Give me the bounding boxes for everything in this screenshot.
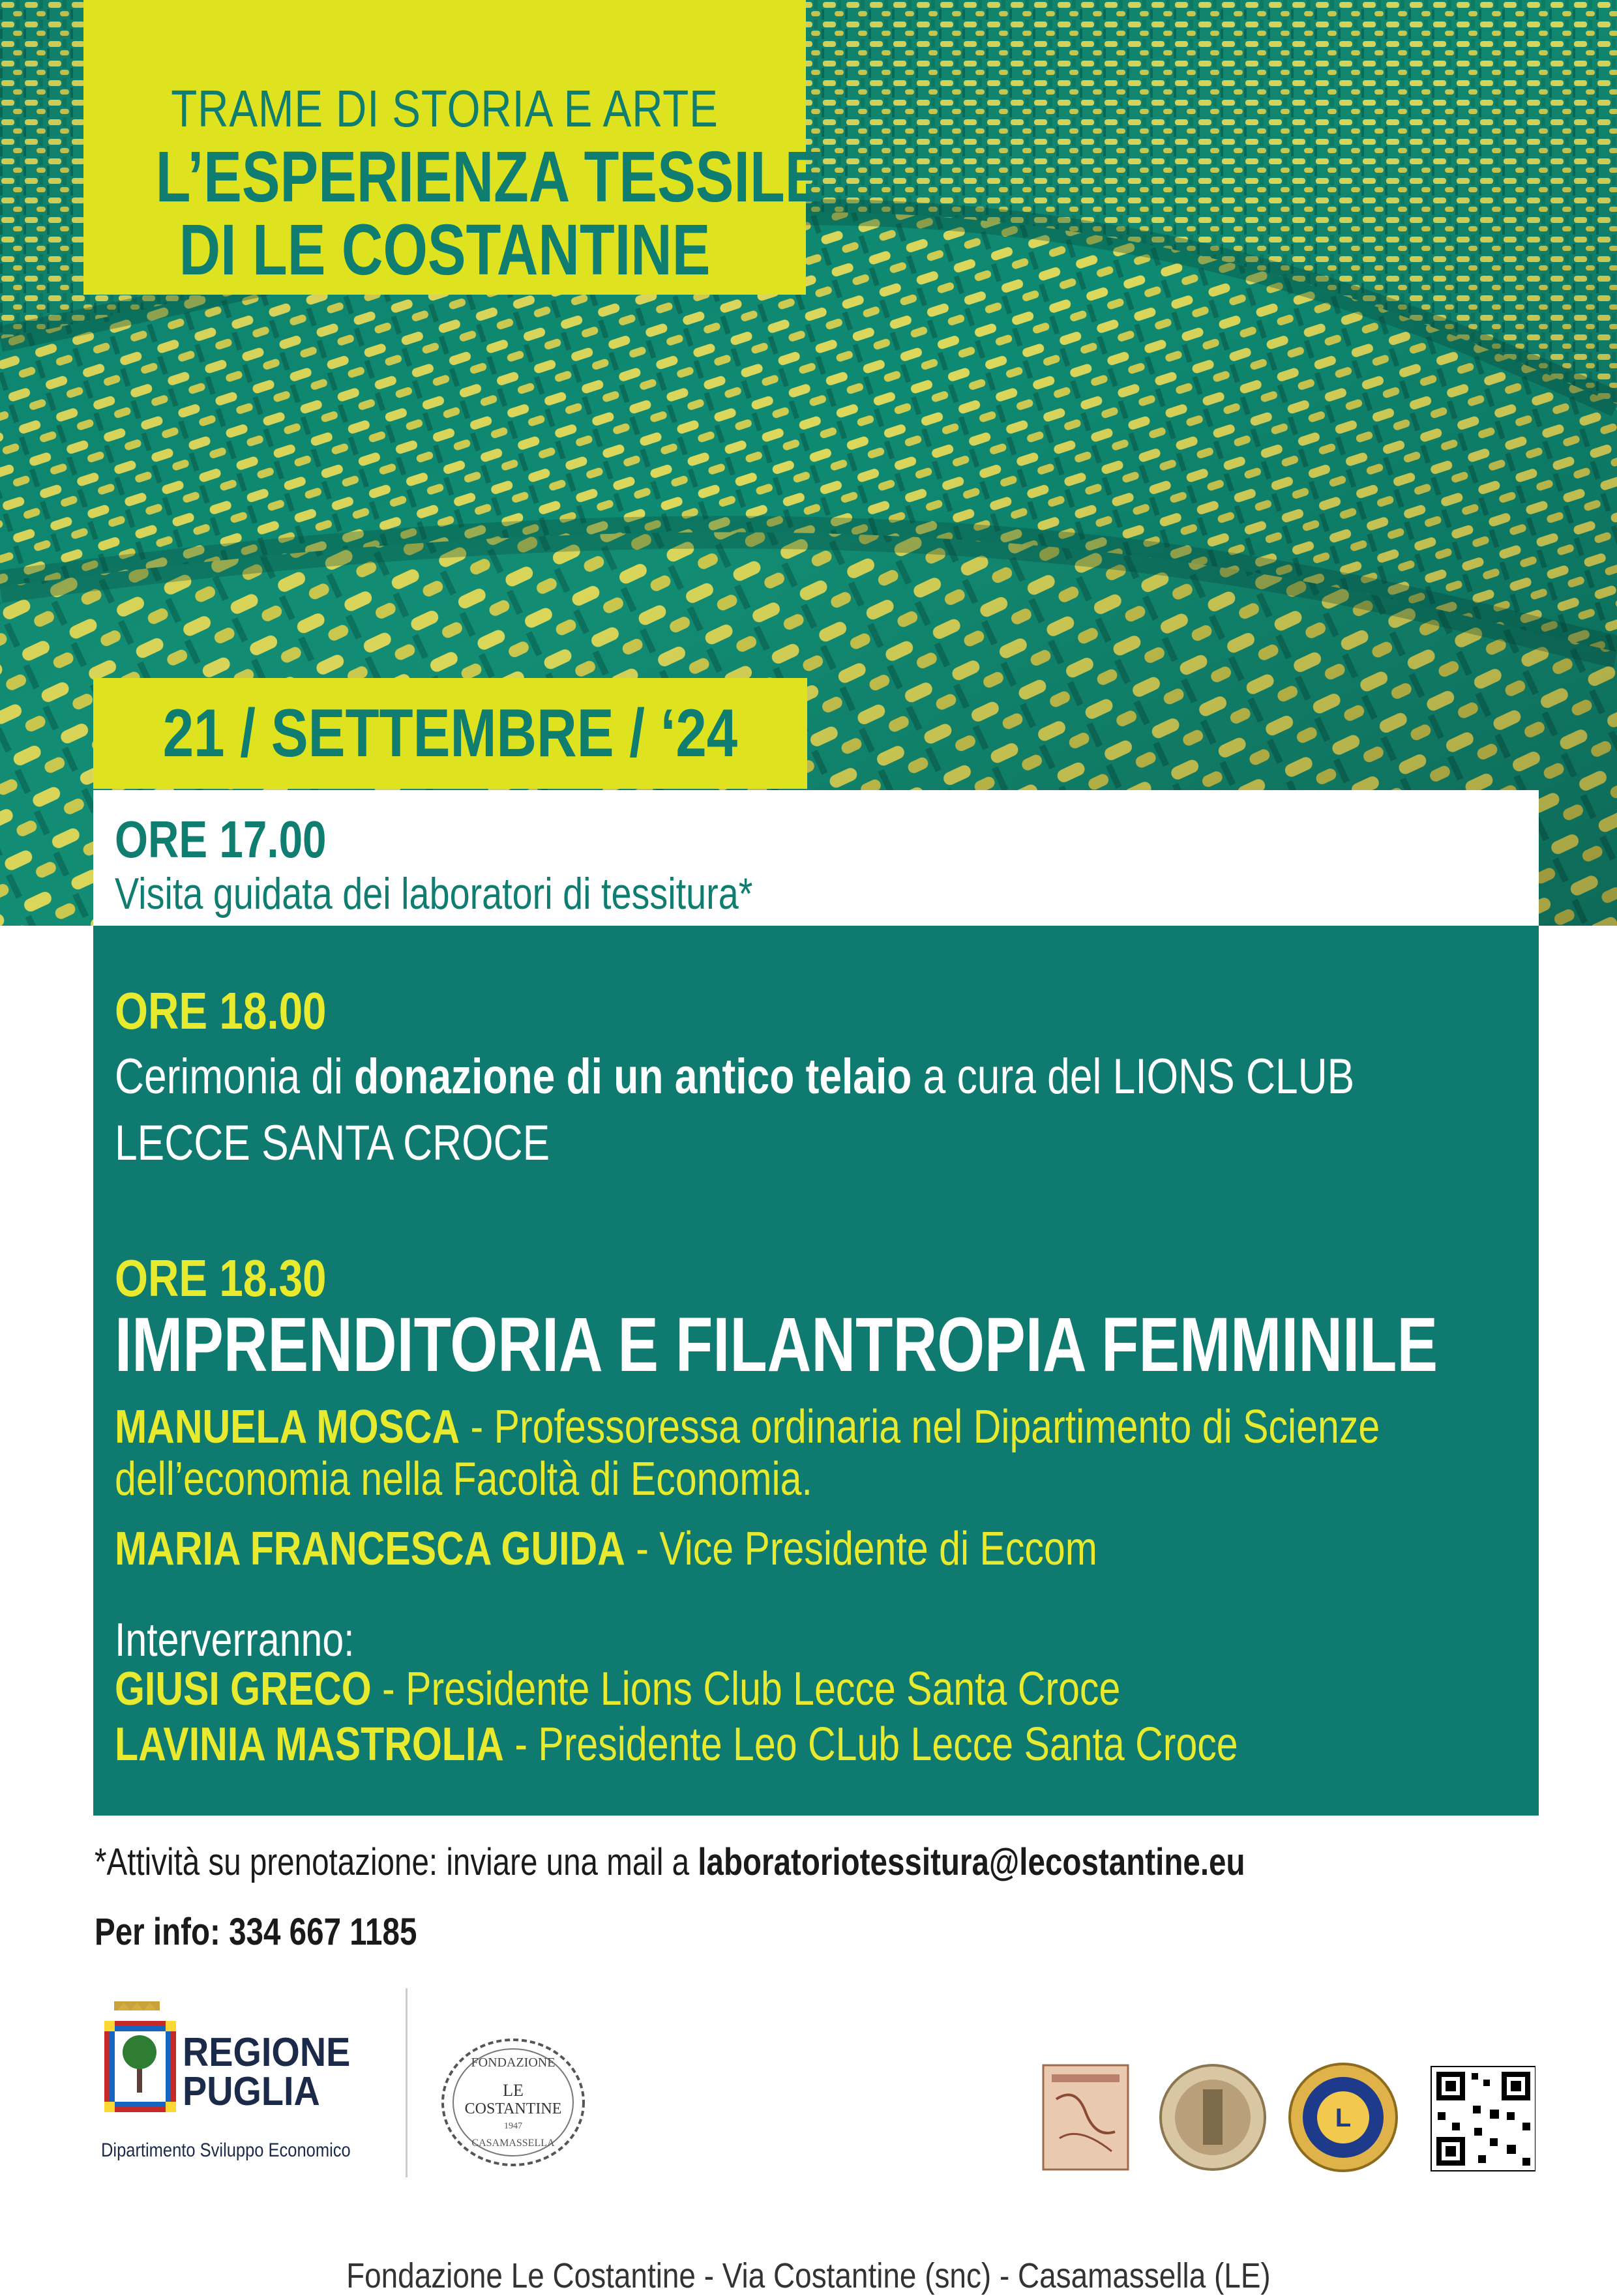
intervention-1-role: - Presidente Lions Club Lecce Santa Croce bbox=[371, 1663, 1121, 1715]
partner-logos bbox=[1040, 2060, 1535, 2181]
title-line-2: L’ESPERIENZA TESSILE bbox=[155, 137, 823, 217]
event-date bbox=[93, 678, 807, 789]
program-panel bbox=[93, 926, 1539, 1816]
speaker-1-name: MANUELA MOSCA bbox=[115, 1401, 460, 1453]
info-phone: Per info: 334 667 1185 bbox=[95, 1911, 417, 1953]
lions-club-logo-icon bbox=[1290, 2064, 1397, 2171]
title-line-1: TRAME DI STORIA E ARTE bbox=[171, 80, 719, 138]
logo-divider bbox=[406, 1988, 408, 2177]
partner-logos-graphic bbox=[1040, 2060, 1535, 2177]
ore-1830-time: ORE 18.30 bbox=[115, 1249, 327, 1307]
ore-18-time: ORE 18.00 bbox=[115, 982, 327, 1040]
foundation-address-text: Fondazione Le Costantine - Via Costantine (snc) - Casamassella (LE) bbox=[346, 2256, 1271, 2295]
program-ore-17 bbox=[93, 790, 1539, 926]
fondazione-seal-icon bbox=[438, 2034, 588, 2171]
regione-department: Dipartimento Sviluppo Economico bbox=[101, 2140, 351, 2161]
reservation-note-text: *Attività su prenotazione: inviare una mail a bbox=[95, 1841, 698, 1883]
ore-17-time: ORE 17.00 bbox=[115, 810, 327, 868]
intervention-1 bbox=[115, 1662, 1120, 1716]
speaker-1-role: - Professoressa ordinaria nel Dipartimento di Scienze bbox=[460, 1401, 1380, 1453]
foundation-address bbox=[0, 2256, 1617, 2296]
regione-crest-icon bbox=[98, 2001, 183, 2138]
speaker-2-name: MARIA FRANCESCA GUIDA bbox=[115, 1523, 625, 1575]
intervention-1-name: GIUSI GRECO bbox=[115, 1663, 372, 1715]
regione-line-1: REGIONE bbox=[183, 2030, 351, 2075]
ore-18-desc-post: a cura del LIONS CLUB bbox=[912, 1049, 1355, 1104]
session-title: IMPRENDITORIA E FILANTROPIA FEMMINILE bbox=[115, 1302, 1438, 1388]
title-box bbox=[83, 0, 823, 295]
intervention-2-role: - Presidente Leo CLub Lecce Santa Croce bbox=[503, 1718, 1238, 1771]
qr-code-icon[interactable] bbox=[1431, 2067, 1535, 2171]
reservation-note bbox=[95, 1840, 1245, 1884]
speaker-2 bbox=[115, 1522, 1097, 1576]
fondazione-arc-text: FONDAZIONE bbox=[471, 2055, 556, 2070]
ore-18-description-line-1 bbox=[115, 1048, 1354, 1105]
ore-17-description: Visita guidata dei laboratori di tessitura* bbox=[115, 869, 753, 919]
fondazione-le-costantine-logo bbox=[438, 2034, 588, 2174]
reservation-email[interactable]: laboratoriotessitura@lecostantine.eu bbox=[698, 1841, 1245, 1883]
ore-18-desc-bold: donazione di un antico telaio bbox=[354, 1049, 912, 1104]
speaker-2-role: - Vice Presidente di Eccom bbox=[625, 1523, 1097, 1575]
fondazione-year-text: 1947 bbox=[504, 2121, 522, 2131]
medallion-logo-icon bbox=[1161, 2065, 1265, 2170]
intervention-2 bbox=[115, 1718, 1238, 1771]
regione-puglia-logo bbox=[98, 2001, 398, 2171]
fondazione-place-text: CASAMASSELLA bbox=[471, 2138, 555, 2149]
fondazione-le-text: LE bbox=[503, 2081, 524, 2100]
svg-text:L: L bbox=[1335, 2104, 1352, 2132]
regione-line-2: PUGLIA bbox=[183, 2069, 320, 2114]
ore-18-description-line-2: LECCE SANTA CROCE bbox=[115, 1115, 550, 1171]
fondazione-name-text: COSTANTINE bbox=[464, 2100, 562, 2117]
speaker-1-role-cont: dell’economia nella Facoltà di Economia. bbox=[115, 1453, 812, 1505]
ore-18-desc-pre: Cerimonia di bbox=[115, 1049, 355, 1104]
interventions-label: Interverranno: bbox=[115, 1614, 355, 1666]
manuscript-logo-icon bbox=[1043, 2065, 1128, 2170]
title-line-3: DI LE COSTANTINE bbox=[179, 210, 711, 290]
event-date-text: 21 / SETTEMBRE / ‘24 bbox=[162, 696, 738, 771]
speaker-1 bbox=[115, 1400, 1380, 1454]
intervention-2-name: LAVINIA MASTROLIA bbox=[115, 1718, 504, 1771]
